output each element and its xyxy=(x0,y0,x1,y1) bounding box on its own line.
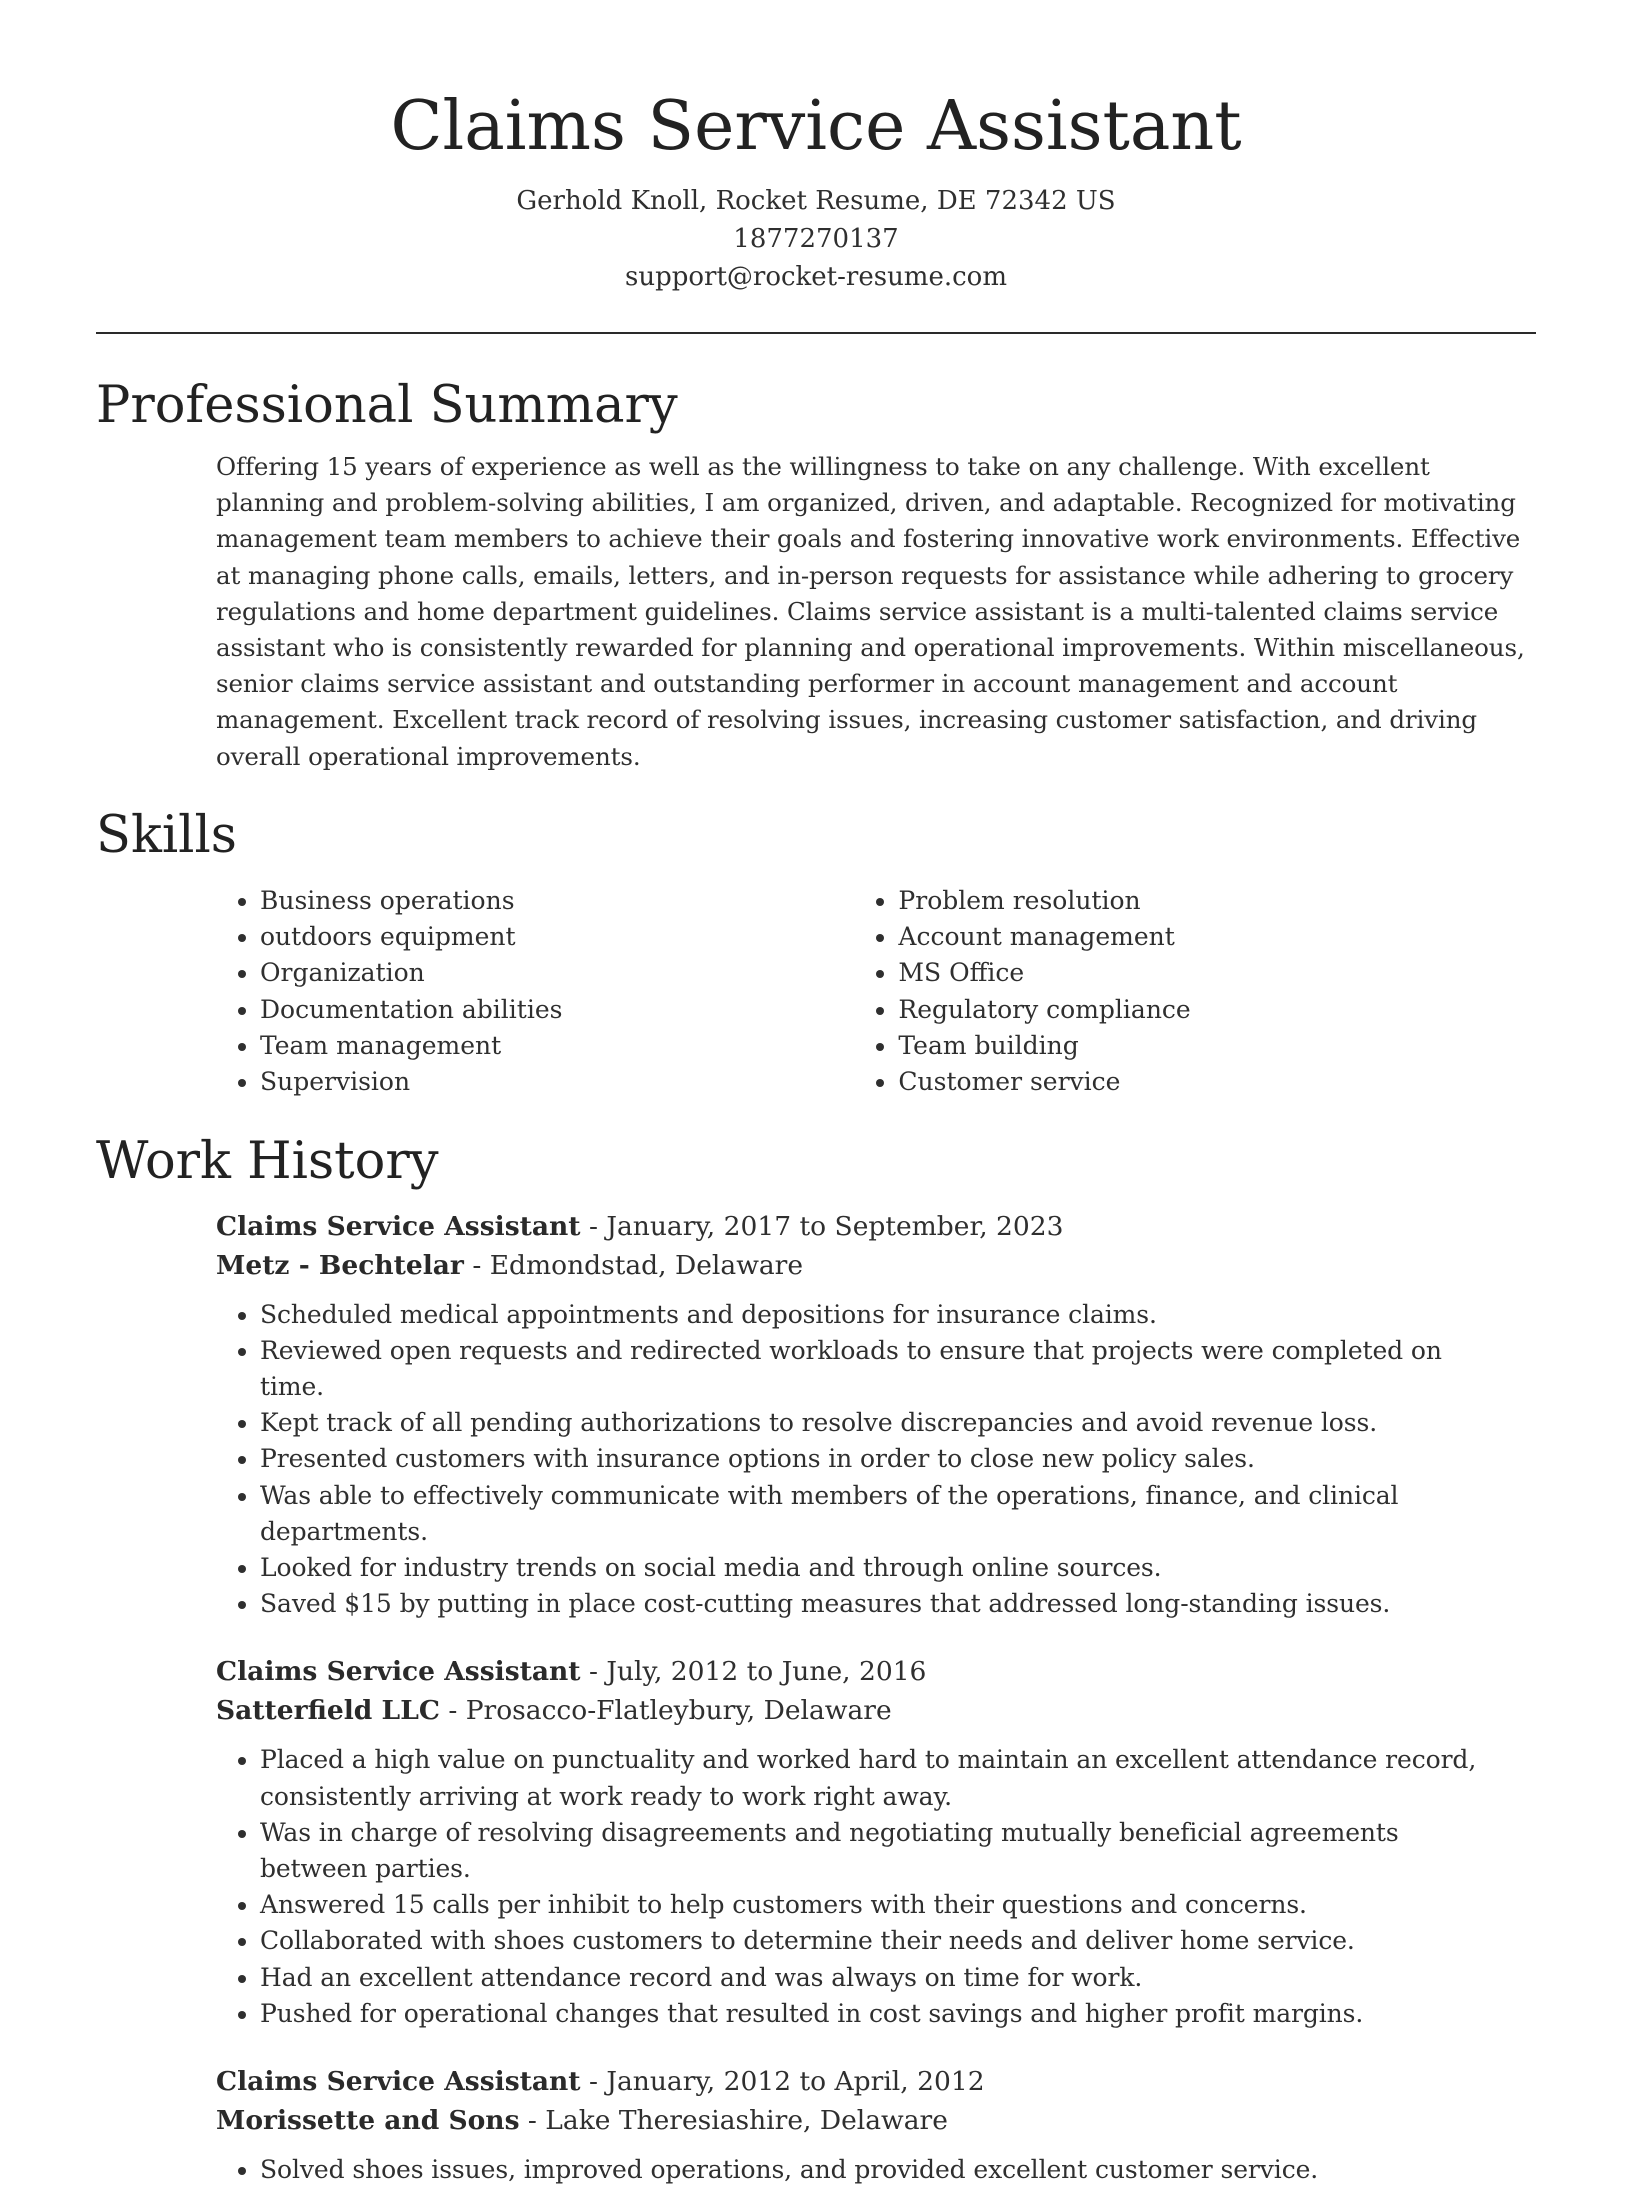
skills-heading: Skills xyxy=(96,805,237,865)
job-title-line xyxy=(216,1652,1536,1691)
job-location: - Edmondstad, Delaware xyxy=(463,1249,804,1281)
job-duty: • Was able to effectively communicate with members of the operations, finance, and clinical departments. xyxy=(260,1478,1510,1550)
contact-email: support@rocket-resume.com xyxy=(624,262,1007,292)
summary-text: Offering 15 years of experience as well as the willingness to take on any challenge. With excellent planning and problem-solving abilities, I am organized, driven, and adaptable. Recognized for motivating management team members to achieve their goals and fostering innovative work environments. Effective at managing phone calls, emails, letters, and in-person requests for assistance while adhering to grocery regulations and home department guidelines. Claims service assistant is a multi-talented claims service assistant who is consistently rewarded for planning and operational improvements. Within miscellaneous, senior claims service assistant and outstanding performer in account management and account management. Excellent track record of resolving issues, increasing customer satisfaction, and driving overall operational improvements. xyxy=(216,452,1525,771)
skill-item: • Supervision xyxy=(260,1064,854,1100)
job-entry xyxy=(216,1207,1536,1623)
skill-item: • Organization xyxy=(260,955,854,991)
job-title-line xyxy=(216,1207,1536,1246)
job-duty: • Saved $15 by putting in place cost-cutting measures that addressed long-standing issues. xyxy=(260,1586,1510,1622)
skill-item: • Problem resolution xyxy=(898,883,1536,919)
job-duty: • Scheduled medical appointments and depositions for insurance claims. xyxy=(260,1297,1510,1333)
job-duty: • Solved shoes issues, improved operations, and provided excellent customer service. xyxy=(260,2152,1510,2188)
skill-item: • Account management xyxy=(898,919,1536,955)
job-company-line xyxy=(216,2101,1536,2140)
contact-phone: 1877270137 xyxy=(733,224,899,254)
job-company: Metz - Bechtelar xyxy=(216,1249,464,1281)
job-title-line xyxy=(216,2062,1536,2101)
resume-page xyxy=(96,0,1536,2188)
job-dates: - July, 2012 to June, 2016 xyxy=(580,1656,927,1688)
job-duty: • Had an excellent attendance record and was always on time for work. xyxy=(260,1960,1490,1996)
job-duties xyxy=(216,1742,1490,2032)
work-history-heading: Work History xyxy=(96,1131,439,1191)
job-location: - Lake Theresiashire, Delaware xyxy=(519,2105,948,2137)
skill-item: • Regulatory compliance xyxy=(898,992,1536,1028)
skill-item: • Team building xyxy=(898,1028,1536,1064)
summary-heading: Professional Summary xyxy=(96,376,678,435)
job-duty: • Answered 15 calls per inhibit to help customers with their questions and concerns. xyxy=(260,1887,1490,1923)
job-duties xyxy=(216,1297,1510,1623)
skill-item: • Customer service xyxy=(898,1064,1536,1100)
job-duty: • Kept track of all pending authorizations to resolve discrepancies and avoid revenue loss. xyxy=(260,1405,1510,1441)
job-dates: - January, 2012 to April, 2012 xyxy=(580,2066,985,2098)
job-company-line xyxy=(216,1691,1536,1730)
job-duties xyxy=(216,2152,1510,2188)
skill-item: • Documentation abilities xyxy=(260,992,854,1028)
job-title: Claims Service Assistant xyxy=(216,2066,581,2098)
contact-block xyxy=(96,182,1536,296)
skill-item: • Business operations xyxy=(260,883,854,919)
job-duty: • Pushed for operational changes that resulted in cost savings and higher profit margins. xyxy=(260,1996,1490,2032)
job-company: Satterfield LLC xyxy=(216,1695,440,1727)
job-duty: • Looked for industry trends on social media and through online sources. xyxy=(260,1550,1510,1586)
job-location: - Prosacco-Flatleybury, Delaware xyxy=(439,1695,892,1727)
skill-item: • Team management xyxy=(260,1028,854,1064)
job-duty: • Was in charge of resolving disagreements and negotiating mutually beneficial agreements between parties. xyxy=(260,1815,1490,1887)
skill-item: • MS Office xyxy=(898,955,1536,991)
job-duty: • Reviewed open requests and redirected workloads to ensure that projects were completed on time. xyxy=(260,1333,1510,1405)
job-title: Claims Service Assistant xyxy=(216,1210,581,1242)
job-duty: • Presented customers with insurance options in order to close new policy sales. xyxy=(260,1441,1510,1477)
job-duty: • Placed a high value on punctuality and worked hard to maintain an excellent attendance record, consistently arriving at work ready to work right away. xyxy=(260,1742,1490,1814)
skills-list xyxy=(216,883,1536,1101)
job-entry xyxy=(216,1652,1536,2032)
contact-address: Gerhold Knoll, Rocket Resume, DE 72342 US xyxy=(516,186,1116,216)
header-divider xyxy=(96,332,1536,334)
skill-item: • outdoors equipment xyxy=(260,919,854,955)
resume-title: Claims Service Assistant xyxy=(390,87,1242,166)
job-duty: • Collaborated with shoes customers to determine their needs and deliver home service. xyxy=(260,1923,1490,1959)
job-entry xyxy=(216,2062,1536,2188)
job-company-line xyxy=(216,1246,1536,1285)
skills-column-left xyxy=(216,883,854,1101)
job-dates: - January, 2017 to September, 2023 xyxy=(580,1210,1064,1242)
skills-column-right xyxy=(854,883,1536,1101)
job-title: Claims Service Assistant xyxy=(216,1656,581,1688)
job-company: Morissette and Sons xyxy=(216,2105,520,2137)
